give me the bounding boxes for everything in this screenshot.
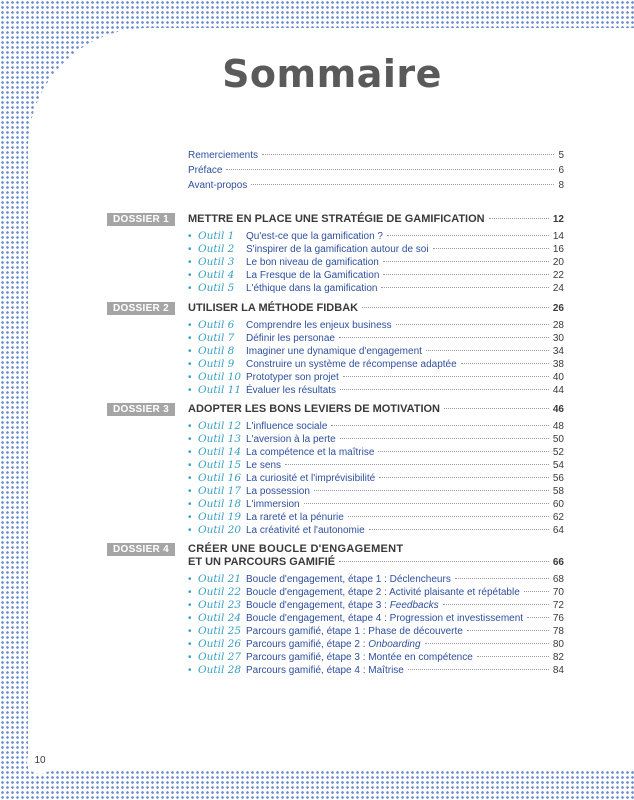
- dossier-title: ET UN PARCOURS GAMIFIÉ: [188, 556, 336, 568]
- dot-leader: [444, 408, 549, 409]
- toc-entry-label: [246, 626, 463, 637]
- toc-entry-label: Remerciements: [188, 150, 259, 161]
- outil-number: Outil 13: [198, 432, 242, 445]
- bullet-icon: •: [188, 320, 192, 331]
- toc-entry-text: Parcours gamifié, étape 2 :: [246, 638, 369, 650]
- toc-outil-row[interactable]: [188, 332, 564, 344]
- outil-number: Outil 28: [198, 663, 242, 676]
- toc-entry-text: L'influence sociale: [246, 421, 328, 432]
- dot-leader: [314, 490, 549, 491]
- toc-entry-text: La compétence et la maîtrise: [246, 446, 375, 458]
- bullet-icon: •: [188, 256, 192, 268]
- toc-outil-row[interactable]: [188, 371, 564, 383]
- toc-page-number: 62: [552, 511, 564, 523]
- bullet-icon: •: [188, 664, 192, 676]
- toc-outil-row[interactable]: [188, 433, 564, 445]
- toc-page-number: 5: [558, 150, 564, 161]
- dot-leader: [408, 669, 549, 670]
- bullet-icon: •: [188, 231, 192, 242]
- outil-number: Outil 2: [198, 242, 235, 255]
- toc-page-number: 68: [552, 574, 564, 585]
- toc-entry-label: [246, 473, 375, 484]
- toc-entry-label: [246, 447, 374, 458]
- toc-entry-label: [246, 434, 336, 445]
- toc-entry-text: L'éthique dans la gamification: [246, 282, 378, 294]
- dot-leader: [340, 389, 549, 390]
- outil-number: Outil 19: [198, 510, 242, 523]
- toc-outil-row[interactable]: [188, 459, 564, 471]
- toc-entry-label: Avant-propos: [188, 180, 248, 191]
- outil-number: Outil 5: [198, 281, 235, 294]
- toc-page-number: 16: [552, 243, 564, 255]
- toc-page-number: 6: [558, 165, 564, 176]
- toc-outil-row[interactable]: [188, 586, 564, 598]
- toc-entry-text: Le bon niveau de gamification: [246, 256, 379, 268]
- bullet-icon: •: [188, 384, 192, 396]
- toc-page-number: 78: [552, 625, 564, 637]
- toc-outil-row[interactable]: [188, 651, 564, 663]
- toc-outil-row[interactable]: [188, 243, 564, 255]
- outil-number: Outil 8: [198, 344, 235, 357]
- bullet-icon: •: [188, 511, 192, 523]
- toc-outil-row[interactable]: [188, 638, 564, 650]
- dossier-tag: DOSSIER 2: [107, 302, 175, 315]
- dot-leader: [396, 324, 549, 325]
- outil-number: Outil 7: [198, 331, 235, 344]
- toc-entry-label: [246, 652, 473, 663]
- bullet-icon: •: [188, 446, 192, 458]
- toc-entry-label: [246, 587, 520, 598]
- dot-leader: [251, 184, 554, 185]
- toc-entry-label: [246, 320, 392, 331]
- toc-page-number: 58: [552, 485, 564, 497]
- toc-entry-text: La rareté et la pénurie: [246, 511, 344, 523]
- toc-entry-text: L'aversion à la perte: [246, 433, 336, 445]
- toc-page-number: 12: [552, 214, 564, 225]
- outil-number: Outil 4: [198, 268, 235, 281]
- toc-page-number: 28: [552, 320, 564, 331]
- outil-number: Outil 10: [198, 370, 242, 383]
- toc-entry-italic: Onboarding: [368, 638, 421, 650]
- bullet-icon: •: [188, 599, 192, 611]
- toc-entry-text: Prototyper son projet: [246, 371, 339, 383]
- toc-entry-label: [246, 421, 327, 432]
- toc-page-number: 82: [552, 651, 564, 663]
- toc-intro-row[interactable]: [188, 180, 564, 191]
- toc-entry-label: [246, 600, 439, 611]
- toc-entry-text: Évaluer les résultats: [246, 384, 337, 396]
- toc-entry-label: [246, 385, 336, 396]
- toc-entry-label: [246, 665, 404, 676]
- toc-page-number: 70: [552, 586, 564, 598]
- toc-entry-text: Boucle d'engagement, étape 4 : Progression et investissement: [246, 612, 524, 624]
- page-number: 10: [27, 748, 53, 774]
- toc-page-number: 72: [552, 599, 564, 611]
- toc-page-number: 38: [552, 358, 564, 370]
- toc-page-number: 24: [552, 282, 564, 294]
- bullet-icon: •: [188, 421, 192, 432]
- toc-outil-row[interactable]: [188, 358, 564, 370]
- dot-leader: [383, 261, 549, 262]
- toc-entry-label: [246, 359, 457, 370]
- dot-leader: [369, 529, 549, 530]
- toc-outil-row[interactable]: [188, 282, 564, 294]
- dot-leader: [489, 218, 549, 219]
- toc-page-number: 66: [552, 557, 564, 568]
- toc-entry-text: Boucle d'engagement, étape 3 :: [246, 599, 390, 611]
- toc-outil-row[interactable]: [188, 446, 564, 458]
- toc-entry-text: Imaginer une dynamique d'engagement: [246, 345, 422, 357]
- toc-entry-text: Qu'est-ce que la gamification ?: [246, 231, 383, 242]
- bullet-icon: •: [188, 485, 192, 497]
- outil-number: Outil 15: [198, 458, 242, 471]
- toc-entry-label: [246, 486, 310, 497]
- outil-number: Outil 16: [198, 471, 242, 484]
- outil-number: Outil 27: [198, 650, 242, 663]
- toc-entry-italic: Feedbacks: [389, 599, 439, 611]
- toc-entry-text: Boucle d'engagement, étape 2 : Activité plaisante et répétable: [246, 586, 520, 598]
- outil-number: Outil 21: [198, 573, 242, 585]
- toc-entry-text: Construire un système de récompense adaptée: [246, 358, 457, 370]
- toc-entry-text: S'inspirer de la gamification autour de soi: [246, 243, 429, 255]
- outil-number: Outil 24: [198, 611, 242, 624]
- outil-number: Outil 20: [198, 523, 242, 536]
- toc-page-number: 40: [552, 371, 564, 383]
- toc-page-number: 56: [552, 472, 564, 484]
- dossier-title-row[interactable]: [188, 213, 564, 225]
- toc-outil-row[interactable]: [188, 524, 564, 536]
- toc-outil-row[interactable]: [188, 384, 564, 396]
- toc-entry-label: [246, 499, 300, 510]
- toc-intro-row[interactable]: [188, 165, 564, 176]
- toc-page-number: 50: [552, 433, 564, 445]
- toc-outil-row[interactable]: [188, 485, 564, 497]
- dot-leader: [348, 516, 549, 517]
- outil-number: Outil 11: [198, 383, 242, 396]
- bullet-icon: •: [188, 282, 192, 294]
- toc-page-number: 14: [552, 231, 564, 242]
- dot-leader: [467, 630, 549, 631]
- dot-leader: [381, 287, 548, 288]
- toc-outil-row[interactable]: [188, 319, 564, 331]
- toc-entry-text: La possession: [246, 485, 310, 497]
- toc-outil-row[interactable]: [188, 256, 564, 268]
- toc-entry-label: [246, 512, 344, 523]
- bullet-icon: •: [188, 651, 192, 663]
- dot-leader: [477, 656, 549, 657]
- toc-entry-text: L'immersion: [246, 498, 300, 510]
- bullet-icon: •: [188, 345, 192, 357]
- outil-number: Outil 1: [198, 230, 235, 242]
- toc-entry-text: La curiosité et l'imprévisibilité: [246, 472, 376, 484]
- toc-entry-label: [246, 231, 383, 242]
- toc-entry-text: Parcours gamifié, étape 1 : Phase de découverte: [246, 625, 463, 637]
- dossier-title: METTRE EN PLACE UNE STRATÉGIE DE GAMIFICATION: [188, 213, 485, 225]
- toc-entry-text: Boucle d'engagement, étape 1 : Déclencheurs: [246, 574, 451, 585]
- outil-number: Outil 3: [198, 255, 235, 268]
- dot-leader: [304, 503, 549, 504]
- outil-number: Outil 18: [198, 497, 242, 510]
- bullet-icon: •: [188, 472, 192, 484]
- dot-leader: [362, 307, 549, 308]
- dot-leader: [285, 464, 549, 465]
- dot-leader: [339, 561, 549, 562]
- toc-page-number: 22: [552, 269, 564, 281]
- bullet-icon: •: [188, 459, 192, 471]
- toc-entry-label: [246, 333, 335, 344]
- bullet-icon: •: [188, 612, 192, 624]
- dot-leader: [433, 248, 549, 249]
- dot-leader: [527, 617, 549, 618]
- dot-leader: [443, 604, 549, 605]
- toc-page-number: 52: [552, 446, 564, 458]
- toc-entry-text: La Fresque de la Gamification: [246, 269, 380, 281]
- toc-page-number: 76: [552, 612, 564, 624]
- outil-number: Outil 25: [198, 624, 242, 637]
- dot-leader: [226, 169, 554, 170]
- toc-entry-label: [246, 372, 339, 383]
- dot-leader: [379, 477, 549, 478]
- outil-number: Outil 23: [198, 598, 242, 611]
- toc-page-number: 60: [552, 498, 564, 510]
- toc-outil-row[interactable]: [188, 230, 564, 242]
- toc-page-number: 26: [552, 303, 564, 314]
- bullet-icon: •: [188, 574, 192, 585]
- toc-entry-text: Parcours gamifié, étape 3 : Montée en compétence: [246, 651, 473, 663]
- dot-leader: [340, 438, 549, 439]
- toc-page-number: 84: [552, 664, 564, 676]
- toc-page-number: 8: [558, 180, 564, 191]
- dot-leader: [461, 363, 549, 364]
- toc-outil-row[interactable]: [188, 599, 564, 611]
- outil-number: Outil 17: [198, 484, 242, 497]
- toc-page-number: 48: [552, 421, 564, 432]
- toc-entry-label: [246, 613, 523, 624]
- toc-entry-text: Le sens: [246, 459, 282, 471]
- dot-leader: [262, 154, 554, 155]
- dot-leader: [524, 591, 549, 592]
- toc-entry-label: [246, 574, 451, 585]
- dossier-tag: DOSSIER 4: [107, 543, 175, 556]
- outil-number: Outil 26: [198, 637, 242, 650]
- bullet-icon: •: [188, 358, 192, 370]
- toc-outil-row[interactable]: [188, 612, 564, 624]
- bullet-icon: •: [188, 638, 192, 650]
- dossier-tag: DOSSIER 1: [107, 213, 175, 226]
- toc-outil-row[interactable]: [188, 625, 564, 637]
- toc-page-number: 30: [552, 332, 564, 344]
- toc-outil-row[interactable]: [188, 573, 564, 585]
- toc-entry-label: [246, 525, 365, 536]
- dossier-title: UTILISER LA MÉTHODE FIDBAK: [188, 302, 359, 314]
- toc-entry-label: [246, 270, 379, 281]
- toc-outil-row[interactable]: [188, 511, 564, 523]
- toc-page-number: 34: [552, 345, 564, 357]
- dossier-title-row[interactable]: [188, 302, 564, 314]
- bullet-icon: •: [188, 524, 192, 536]
- outil-number: Outil 14: [198, 445, 242, 458]
- outil-number: Outil 22: [198, 585, 242, 598]
- dossier-title-row[interactable]: [188, 556, 564, 568]
- toc-entry-label: [246, 244, 429, 255]
- dossier-title: ADOPTER LES BONS LEVIERS DE MOTIVATION: [188, 403, 441, 415]
- toc-entry-label: [246, 460, 281, 471]
- toc-page-number: 80: [552, 638, 564, 650]
- toc-page-number: 44: [552, 384, 564, 396]
- toc-entry-text: La créativité et l'autonomie: [246, 524, 365, 536]
- page-title: Sommaire: [222, 52, 442, 96]
- toc-entry-text: Définir les personae: [246, 332, 335, 344]
- outil-number: Outil 6: [198, 319, 235, 331]
- dot-leader: [387, 235, 549, 236]
- toc-entry-text: Parcours gamifié, étape 4 : Maîtrise: [246, 664, 404, 676]
- toc-entry-label: [246, 257, 379, 268]
- bullet-icon: •: [188, 498, 192, 510]
- toc-page-number: 20: [552, 256, 564, 268]
- toc-page-number: 46: [552, 404, 564, 415]
- toc-outil-row[interactable]: [188, 498, 564, 510]
- dot-leader: [425, 643, 549, 644]
- toc-outil-row[interactable]: [188, 472, 564, 484]
- bullet-icon: •: [188, 243, 192, 255]
- toc-intro-row[interactable]: [188, 150, 564, 161]
- dossier-title[interactable]: CRÉER UNE BOUCLE D'ENGAGEMENT: [188, 543, 404, 555]
- bullet-icon: •: [188, 625, 192, 637]
- toc-outil-row[interactable]: [188, 420, 564, 432]
- dot-leader: [331, 425, 548, 426]
- dot-leader: [455, 578, 549, 579]
- dot-leader: [343, 376, 549, 377]
- toc-entry-text: Comprendre les enjeux business: [246, 320, 392, 331]
- outil-number: Outil 9: [198, 357, 235, 370]
- toc-outil-row[interactable]: [188, 664, 564, 676]
- toc-page-number: 54: [552, 459, 564, 471]
- bullet-icon: •: [188, 332, 192, 344]
- dot-leader: [426, 350, 549, 351]
- dossier-tag: DOSSIER 3: [107, 403, 175, 416]
- outil-number: Outil 12: [198, 420, 242, 432]
- toc-entry-label: Préface: [188, 165, 223, 176]
- toc-entry-label: [246, 283, 377, 294]
- bullet-icon: •: [188, 433, 192, 445]
- bullet-icon: •: [188, 269, 192, 281]
- dot-leader: [339, 337, 549, 338]
- dossier-title-row[interactable]: [188, 403, 564, 415]
- toc-outil-row[interactable]: [188, 345, 564, 357]
- toc-entry-label: [246, 346, 422, 357]
- bullet-icon: •: [188, 371, 192, 383]
- dot-leader: [378, 451, 548, 452]
- toc-page-number: 64: [552, 524, 564, 536]
- dot-leader: [383, 274, 548, 275]
- bullet-icon: •: [188, 586, 192, 598]
- toc-outil-row[interactable]: [188, 269, 564, 281]
- toc-entry-label: [246, 639, 421, 650]
